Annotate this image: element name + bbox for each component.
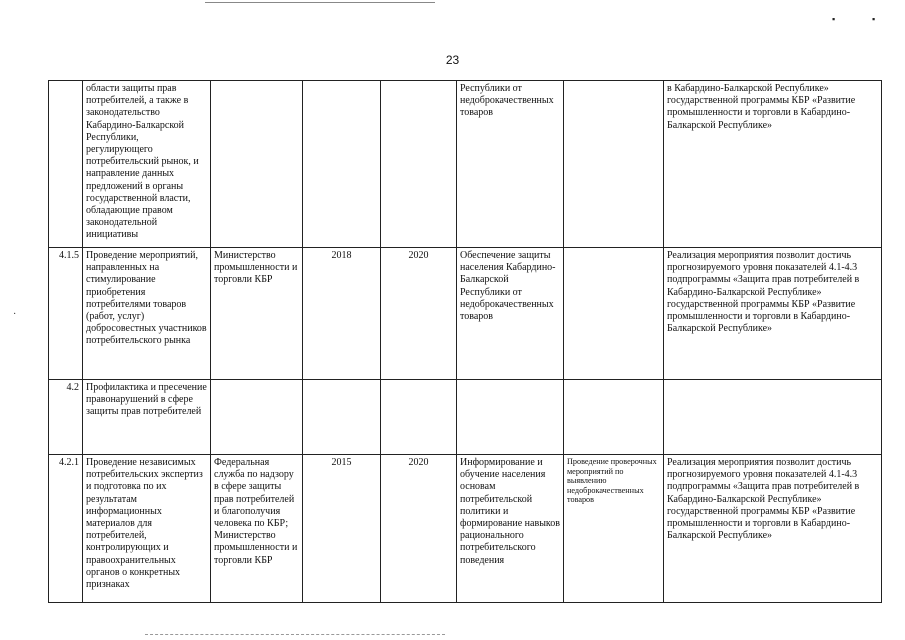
start-year	[303, 380, 381, 455]
end-year: 2020	[381, 248, 457, 380]
end-year	[381, 380, 457, 455]
executor: Министерство промышленности и торговли КБР	[211, 248, 303, 380]
problems: Проведение проверочных мероприятий по выявлению недоброкачественных товаров	[564, 455, 664, 603]
indicator-link: Реализация мероприятия позволит достичь прогнозируемого уровня показателей 4.1-4.3 подпрограммы «Защита прав потребителей в Кабардино-Балкарской Республике» государственной программы КБР «Развитие промышленности и торговли в Кабардино-Балкарской Республике»	[664, 455, 882, 603]
activity-name: Профилактика и пресечение правонарушений в сфере защиты прав потребителей	[83, 380, 211, 455]
start-year: 2018	[303, 248, 381, 380]
scan-speck: ▪	[832, 14, 836, 24]
indicator-link	[664, 380, 882, 455]
activities-table	[48, 80, 882, 603]
margin-mark: ·	[13, 309, 17, 320]
scan-artifact-top	[205, 2, 435, 3]
end-year: 2020	[381, 455, 457, 603]
start-year: 2015	[303, 455, 381, 603]
indicator-link: Реализация мероприятия позволит достичь прогнозируемого уровня показателей 4.1-4.3 подпрограммы «Защита прав потребителей в Кабардино-Балкарской Республике» государственной программы КБР «Развитие промышленности и торговли в Кабардино-Балкарской Республике»	[664, 248, 882, 380]
start-year	[303, 81, 381, 248]
activity-name: Проведение независимых потребительских экспертиз и подготовка по их результатам информационных материалов для потребителей, контролирующих и правоохранительных органов о конкретных признаках	[83, 455, 211, 603]
problems	[564, 248, 664, 380]
row-number: 4.1.5	[49, 248, 83, 380]
indicator-link: в Кабардино-Балкарской Республике» государственной программы КБР «Развитие промышленности и торговли в Кабардино-Балкарской Республике»	[664, 81, 882, 248]
activity-name: Проведение мероприятий, направленных на стимулирование приобретения потребителями товаров (работ, услуг) добросовестных участников потребительского рынка	[83, 248, 211, 380]
expected-result: Обеспечение защиты населения Кабардино-Балкарской Республики от недоброкачественных товаров	[457, 248, 564, 380]
table-row	[49, 81, 882, 248]
row-number: 4.2	[49, 380, 83, 455]
row-number	[49, 81, 83, 248]
scan-speck: ▪	[872, 14, 876, 24]
executor	[211, 81, 303, 248]
end-year	[381, 81, 457, 248]
expected-result: Информирование и обучение населения основам потребительской политики и формирование навыков рационального потребительского поведения	[457, 455, 564, 603]
executor: Федеральная служба по надзору в сфере защиты прав потребителей и благополучия человека по КБР; Министерство промышленности и торговли КБР	[211, 455, 303, 603]
table-row	[49, 455, 882, 603]
problems	[564, 380, 664, 455]
executor	[211, 380, 303, 455]
expected-result	[457, 380, 564, 455]
scan-artifact-bottom	[145, 634, 445, 635]
table-row	[49, 248, 882, 380]
table-row	[49, 380, 882, 455]
activity-name: области защиты прав потребителей, а также в законодательство Кабардино-Балкарской Республики, регулирующего потребительский рынок, и направление данных предложений в органы государственной власти, обладающие правом законодательной инициативы	[83, 81, 211, 248]
page-number: 23	[445, 53, 460, 67]
problems	[564, 81, 664, 248]
row-number: 4.2.1	[49, 455, 83, 603]
expected-result: Республики от недоброкачественных товаров	[457, 81, 564, 248]
